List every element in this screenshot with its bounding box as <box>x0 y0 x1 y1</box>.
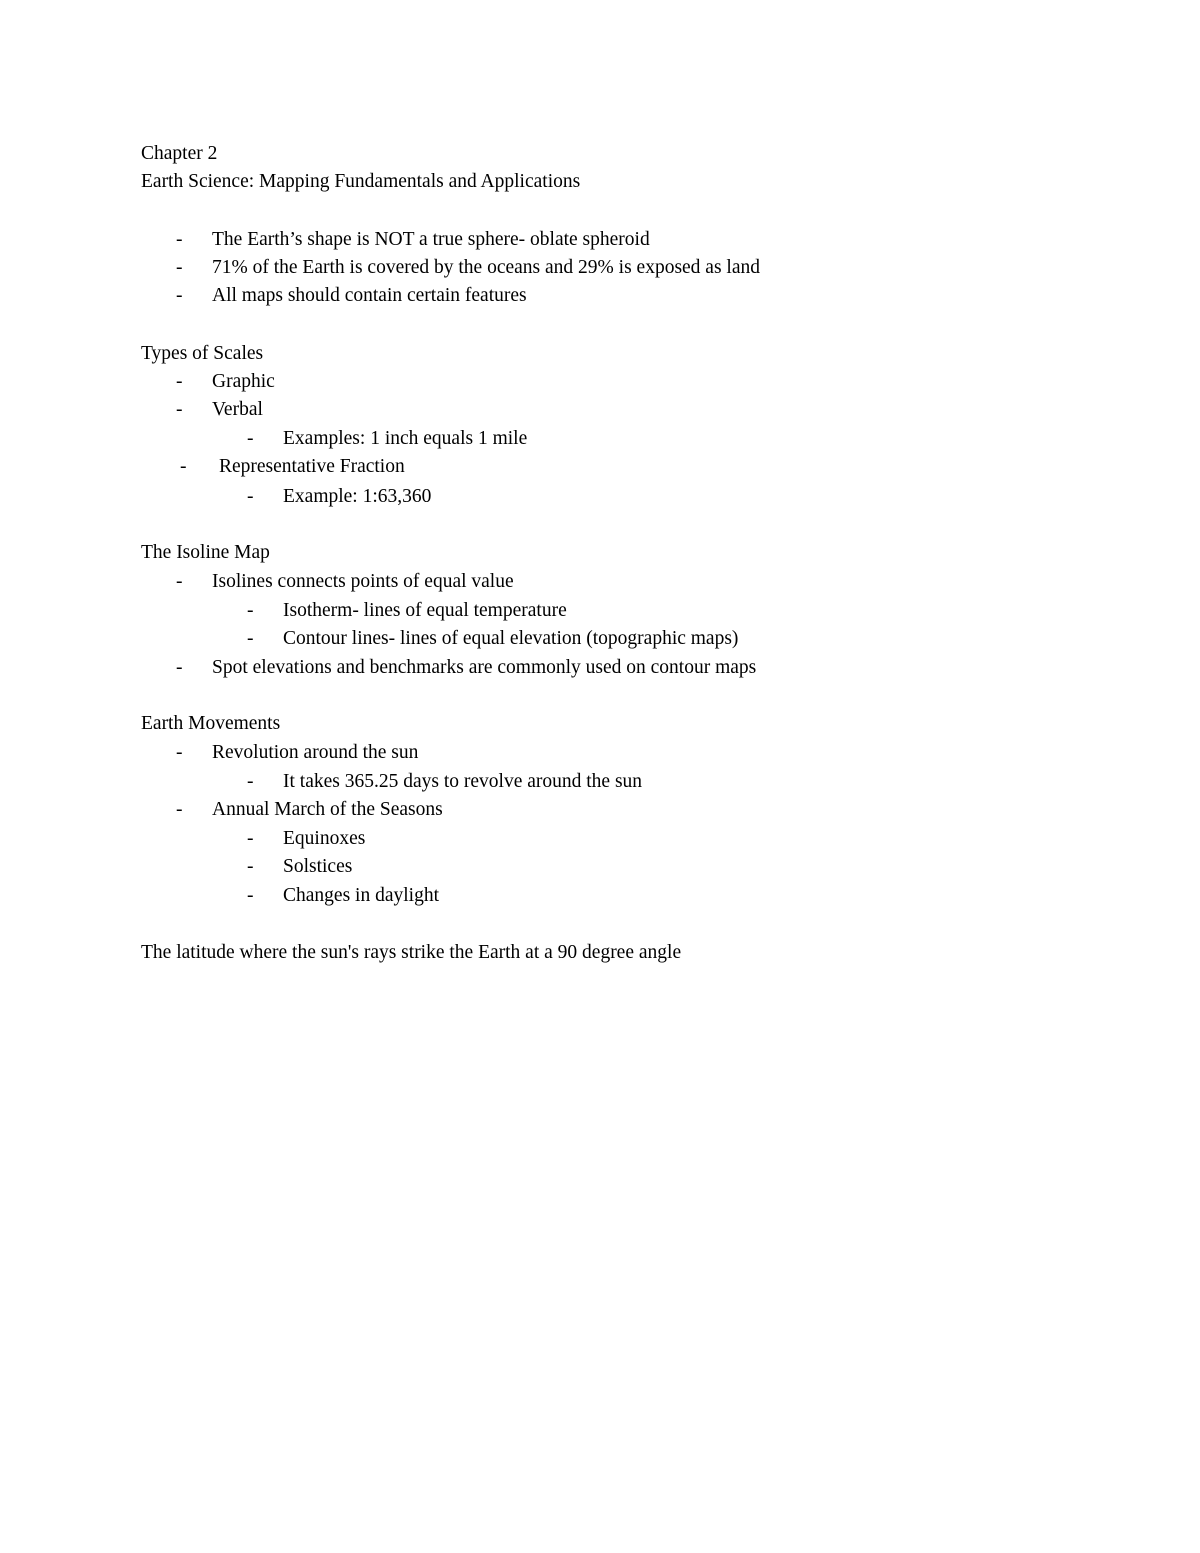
intro-bullet-3: All maps should contain certain features <box>212 285 527 306</box>
scales-graphic: Graphic <box>212 371 275 392</box>
scales-fraction: Representative Fraction <box>219 456 405 477</box>
bullet-dash: - <box>176 371 183 392</box>
scales-verbal-example: Examples: 1 inch equals 1 mile <box>283 428 528 449</box>
scales-fraction-example: Example: 1:63,360 <box>283 486 432 507</box>
seasons-item-solstices: Solstices <box>283 856 353 877</box>
isoline-heading: The Isoline Map <box>141 542 270 563</box>
seasons-item-daylight: Changes in daylight <box>283 885 439 906</box>
bullet-dash: - <box>176 742 183 763</box>
bullet-dash: - <box>176 399 183 420</box>
chapter-label: Chapter 2 <box>141 143 218 164</box>
movements-revolution-detail: It takes 365.25 days to revolve around the sun <box>283 771 643 792</box>
bullet-dash: - <box>176 657 183 678</box>
sub-bullet-dash: - <box>247 486 254 507</box>
sub-bullet-dash: - <box>247 600 254 621</box>
bullet-dash: - <box>176 571 183 592</box>
closing-sentence: The latitude where the sun's rays strike the Earth at a 90 degree angle <box>141 942 682 963</box>
isoline-item-2: Spot elevations and benchmarks are commonly used on contour maps <box>212 657 757 678</box>
course-title: Earth Science: Mapping Fundamentals and Applications <box>141 171 581 192</box>
sub-bullet-dash: - <box>247 856 254 877</box>
intro-bullet-1: The Earth’s shape is NOT a true sphere- oblate spheroid <box>212 229 650 250</box>
isoline-sub-2: Contour lines- lines of equal elevation (topographic maps) <box>283 628 739 649</box>
bullet-dash: - <box>176 229 183 250</box>
seasons-item-equinoxes: Equinoxes <box>283 828 366 849</box>
intro-bullet-2: 71% of the Earth is covered by the oceans and 29% is exposed as land <box>212 257 760 278</box>
bullet-dash: - <box>176 257 183 278</box>
movements-revolution: Revolution around the sun <box>212 742 419 763</box>
sub-bullet-dash: - <box>247 771 254 792</box>
isoline-sub-1: Isotherm- lines of equal temperature <box>283 600 567 621</box>
scales-heading: Types of Scales <box>141 343 264 364</box>
scales-verbal: Verbal <box>212 399 263 420</box>
movements-seasons: Annual March of the Seasons <box>212 799 443 820</box>
sub-bullet-dash: - <box>247 628 254 649</box>
bullet-dash: - <box>180 456 187 477</box>
isoline-item-1: Isolines connects points of equal value <box>212 571 514 592</box>
sub-bullet-dash: - <box>247 885 254 906</box>
sub-bullet-dash: - <box>247 828 254 849</box>
bullet-dash: - <box>176 799 183 820</box>
bullet-dash: - <box>176 285 183 306</box>
sub-bullet-dash: - <box>247 428 254 449</box>
movements-heading: Earth Movements <box>141 713 281 734</box>
